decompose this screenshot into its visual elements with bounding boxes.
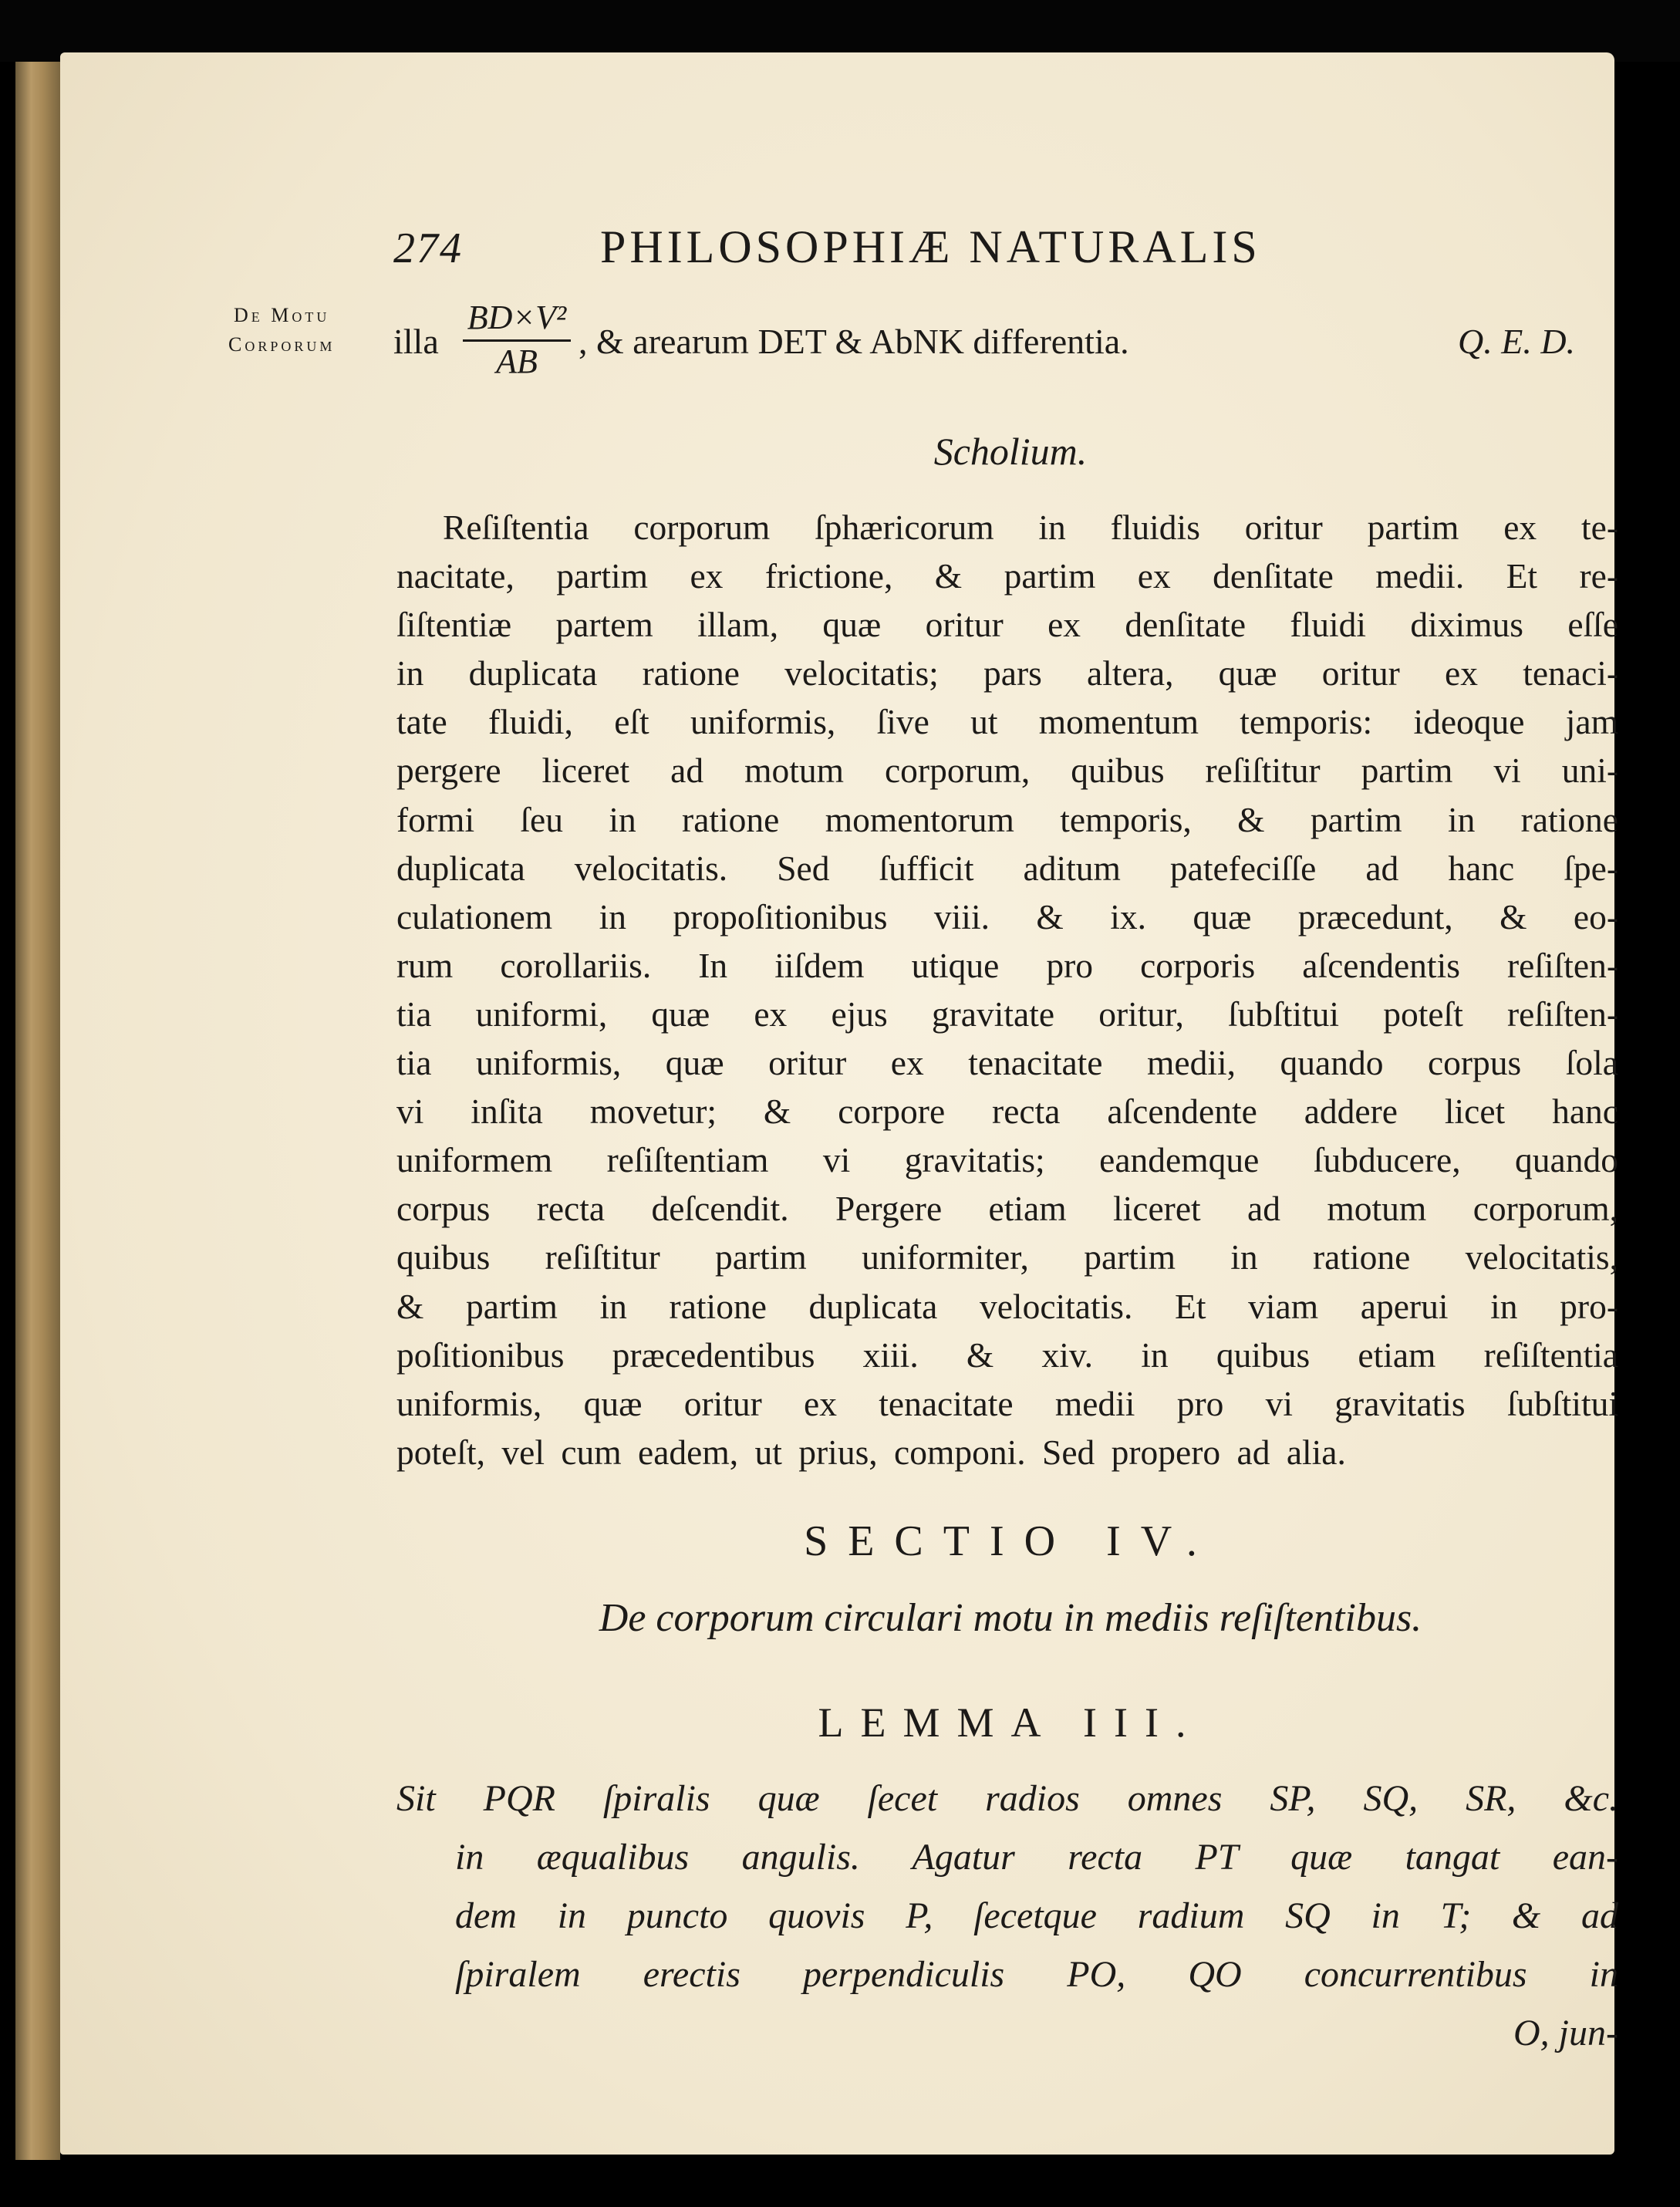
text-line: ſpiralem erectis perpendiculis PO, QO concurrentibus in: [455, 1954, 1618, 1995]
section-subtitle: De corporum circulari motu in mediis reſiſtentibus.: [599, 1596, 1422, 1640]
fraction-numerator: BD×V²: [463, 298, 571, 342]
lemma-statement: [396, 1770, 1618, 2063]
text-line: formi ſeu in ratione momentorum temporis, & partim in ratione: [396, 799, 1618, 839]
page-number: 274: [393, 224, 463, 272]
text-line: uniformem reſiſtentiam vi gravitatis; eandemque ſubducere, quando: [396, 1140, 1618, 1180]
text-line: rum corollariis. In iiſdem utique pro corporis aſcendentis reſiſten-: [396, 945, 1618, 985]
fraction-denominator: AB: [496, 343, 538, 380]
marginal-note-line: De Motu: [233, 304, 330, 326]
text-line: quibus reſiſtitur partim uniformiter, partim in ratione velocitatis,: [396, 1237, 1618, 1277]
text-line: tate fluidi, eſt uniformis, ſive ut momentum temporis: ideoque jam: [396, 702, 1618, 742]
formula-line: [393, 298, 1628, 383]
text-line: nacitate, partim ex frictione, & partim ex denſitate medii. Et re-: [396, 556, 1618, 596]
text-line: in duplicata ratione velocitatis; pars altera, quæ oritur ex tenaci-: [396, 653, 1618, 693]
text-line: dem in puncto quovis P, ſecetque radium SQ in T; & ad: [455, 1895, 1618, 1936]
marginal-note-line: Corporum: [228, 333, 336, 356]
text-line: in æqualibus angulis. Agatur recta PT quæ tangat ean-: [455, 1837, 1618, 1878]
running-head-title: PHILOSOPHIÆ NATURALIS: [600, 221, 1261, 272]
lemma-heading: LEMMA III.: [818, 1699, 1203, 1746]
formula-continuation: , & arearum DET & AbNK differentia.: [579, 322, 1129, 361]
section-heading: SECTIO IV.: [804, 1517, 1217, 1565]
book-spine-edge: [15, 62, 60, 2160]
text-line: uniformis, quæ oritur ex tenacitate medii pro vi gravitatis ſubſtitui: [396, 1383, 1618, 1423]
text-line: tia uniformis, quæ oritur ex tenacitate medii, quando corpus ſola: [396, 1043, 1618, 1083]
text-line: Sit PQR ſpiralis quæ ſecet radios omnes SP, SQ, SR, &c.: [396, 1778, 1618, 1819]
text-line: poſitionibus præcedentibus xiii. & xiv. in quibus etiam reſiſtentia: [396, 1335, 1618, 1375]
text-line: duplicata velocitatis. Sed ſufficit aditum patefeciſſe ad hanc ſpe-: [396, 848, 1618, 888]
text-line: O, jun-: [1513, 2013, 1618, 2053]
text-line: Reſiſtentia corporum ſphæricorum in fluidis oritur partim ex te-: [443, 508, 1618, 547]
text-line: pergere liceret ad motum corporum, quibus reſiſtitur partim vi uni-: [396, 751, 1618, 791]
scholium-heading: Scholium.: [933, 430, 1088, 473]
formula-lead: illa: [393, 322, 439, 361]
text-line: vi inſita movetur; & corpore recta aſcendente addere licet hanc: [396, 1092, 1618, 1132]
text-line: ſiſtentiæ partem illam, quæ oritur ex denſitate fluidi diximus eſſe: [396, 605, 1618, 645]
qed-mark: Q. E. D.: [1458, 322, 1576, 361]
scholium-body: [396, 503, 1618, 1476]
fraction: [463, 298, 571, 382]
text-line: culationem in propoſitionibus viii. & ix. quæ præcedunt, & eo-: [396, 896, 1618, 936]
text-line: & partim in ratione duplicata velocitatis. Et viam aperui in pro-: [396, 1286, 1618, 1326]
text-line: tia uniformi, quæ ex ejus gravitate oritur, ſubſtitui poteſt reſiſten-: [396, 994, 1618, 1034]
marginal-note: [228, 301, 335, 359]
text-line: poteſt, vel cum eadem, ut prius, componi. Sed propero ad alia.: [396, 1432, 1346, 1472]
book-page: [60, 52, 1618, 2155]
text-line: corpus recta deſcendit. Pergere etiam liceret ad motum corporum,: [396, 1189, 1618, 1229]
